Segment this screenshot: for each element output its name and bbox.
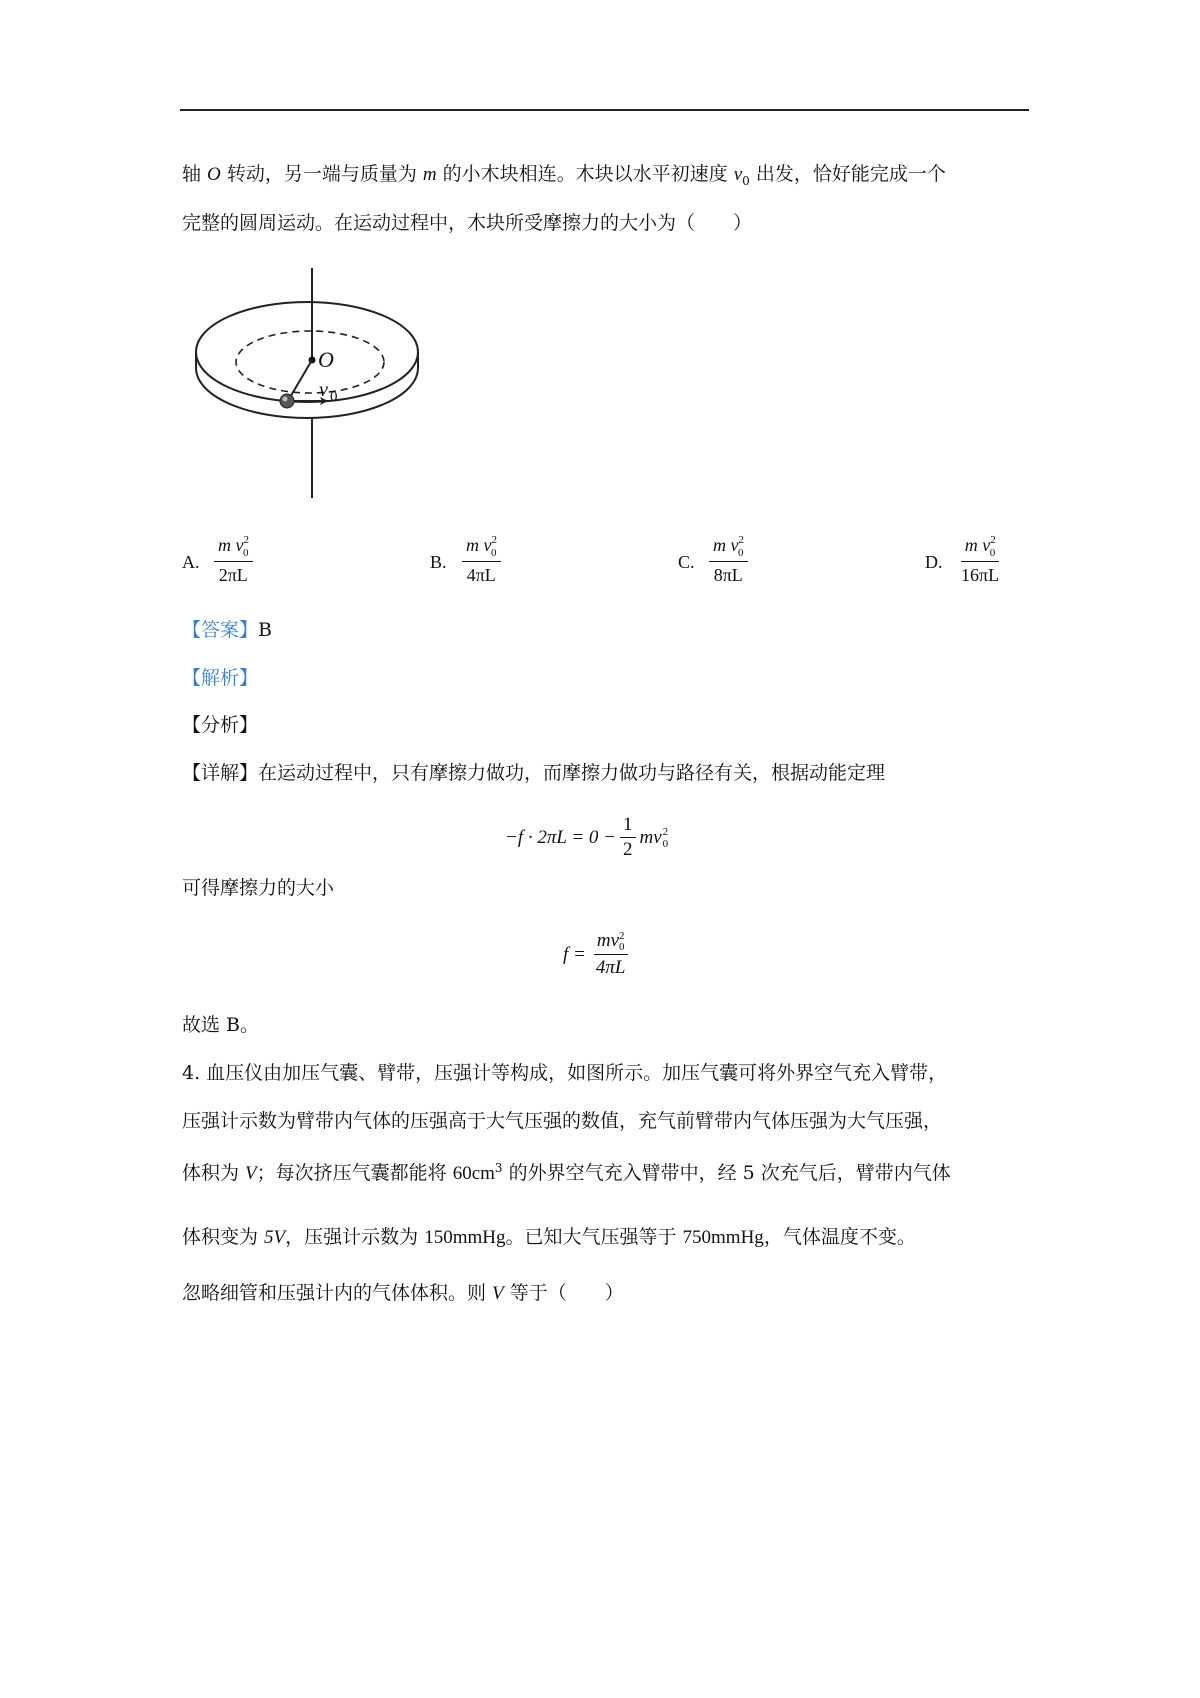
option-b-fraction: $\frac{m v^2_0}{4\pi L}$ [462,532,501,588]
rotating-disk-figure [182,268,432,498]
q4-line-2: 压强计示数为臂带内气体的压强高于大气压强的数值，充气前臂带内气体压强为大气压强， [182,1110,943,1132]
answer-line: 【答案】B [182,619,272,641]
result-intro: 可得摩擦力的大小 [182,877,335,899]
option-a-letter: A. [182,552,200,572]
q4-line-4: 体积变为 5V，压强计示数为 150mmHg。已知大气压强等于 750mmHg，气体温度不变。 [182,1226,916,1248]
q4-line-1: 4. 血压仪由加压气囊、臂带，压强计等构成，如图所示。加压气囊可将外界空气充入臂带， [182,1062,948,1084]
q4-line-3: 体积为 V；每次挤压气囊都能将 $60cm^3$ 的外界空气充入臂带中，经 5 次充气后，臂带内气体 [182,1161,951,1184]
header-rule [180,109,1029,111]
label-v: v [319,379,328,401]
option-a-fraction: $\frac{m v^2_0}{2\pi L}$ [214,532,253,588]
option-c-fraction: $\frac{m v^2_0}{8\pi L}$ [709,532,748,588]
conclusion: 故选 B。 [182,1014,260,1036]
option-b-letter: B. [430,552,447,572]
option-d-letter: D. [925,552,943,572]
q3-line-1: 轴 O 转动，另一端与质量为 m 的小木块相连。木块以水平初速度 $v_0$ 出发，恰好能完成一个 [182,163,946,188]
label-v-sub: 0 [330,389,338,405]
option-c-letter: C. [678,552,695,572]
wood-block [280,394,294,408]
detail-line: 【详解】在运动过程中，只有摩擦力做功，而摩擦力做功与路径有关，根据动能定理 [182,762,886,784]
q4-line-5: 忽略细管和压强计内的气体体积。则 V 等于（ ） [182,1282,624,1304]
analysis-tag: 【解析】 [182,667,259,689]
option-d-fraction: $\frac{m v^2_0}{16\pi L}$ [961,534,1000,585]
fenxi-tag: 【分析】 [182,714,259,736]
equation-1: −f · 2πL = 0 − $\frac{1}{2}$ mv 2 0 [505,814,669,860]
q3-line-2: 完整的圆周运动。在运动过程中，木块所受摩擦力的大小为（ ） [182,212,753,234]
disk-top [196,302,418,402]
label-O: O [318,347,334,372]
equation-2: f = mv 2 0 4πL [563,928,628,981]
